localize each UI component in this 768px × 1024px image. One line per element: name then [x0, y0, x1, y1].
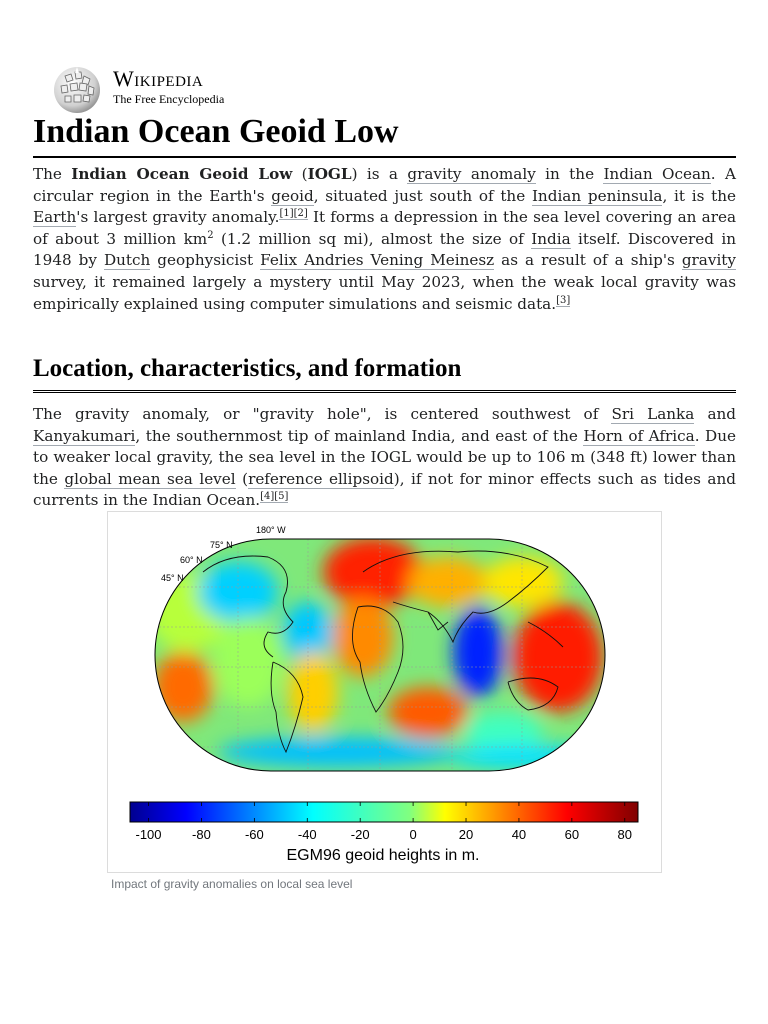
- colorbar-tick-label: -40: [297, 827, 317, 842]
- text: . A circular region in the Earth's: [33, 165, 736, 205]
- link-indian-ocean[interactable]: Indian Ocean: [603, 165, 711, 183]
- text: The gravity anomaly, or "gravity hole", is centered southwest of: [33, 405, 612, 423]
- citation-link[interactable]: [2]: [293, 208, 308, 220]
- colorbar-title: EGM96 geoid heights in m.: [286, 847, 480, 864]
- site-logo[interactable]: [51, 62, 351, 114]
- intro-paragraph: [33, 164, 736, 315]
- text: (: [235, 469, 249, 488]
- link-india[interactable]: India: [531, 229, 571, 248]
- text: and: [694, 405, 737, 423]
- citation-link[interactable]: [3]: [556, 294, 571, 306]
- section-paragraph: [33, 404, 736, 512]
- text: as a result of a ship's: [494, 251, 682, 270]
- colorbar-tick-label: -60: [244, 827, 264, 842]
- citation[interactable]: [260, 491, 288, 503]
- colorbar-tick-label: -80: [192, 827, 211, 842]
- text: geophysicist: [150, 251, 261, 270]
- bold-term: IOGL: [307, 165, 352, 183]
- tagline: The Free Encyclopedia: [113, 92, 225, 106]
- text: in the: [535, 165, 604, 183]
- link-kanyakumari[interactable]: Kanyakumari: [33, 426, 136, 445]
- text: , it is the: [662, 186, 736, 205]
- superscript: 2: [207, 229, 214, 241]
- colorbar-tick-label: 40: [511, 827, 527, 842]
- text: 's largest gravity anomaly.: [76, 208, 280, 227]
- text: , situated just south of the: [313, 186, 532, 205]
- link-global-mean-sea-level[interactable]: global mean sea level: [64, 469, 236, 488]
- map-label-75n: 75° N: [210, 540, 233, 550]
- figure-caption: Impact of gravity anomalies on local sea level: [111, 877, 353, 891]
- colorbar-tick-label: 80: [617, 827, 633, 842]
- text: survey, it remained largely a mystery until May 2023, when the weak local gravity was empirically explained using computer simulations and seismic data.: [33, 272, 736, 313]
- colorbar: [130, 802, 638, 822]
- link-gravity[interactable]: gravity: [681, 251, 736, 270]
- link-dutch[interactable]: Dutch: [103, 251, 151, 270]
- section-heading: Location, characteristics, and formation: [33, 352, 736, 393]
- map-label-45n: 45° N: [161, 573, 184, 583]
- colorbar-tick-label: 60: [564, 827, 580, 842]
- geoid-heatmap: [148, 537, 608, 771]
- geoid-map-image: [108, 512, 661, 872]
- page-title: Indian Ocean Geoid Low: [33, 110, 736, 158]
- citation-link[interactable]: [1]: [279, 208, 294, 220]
- map-label-60n: 60° N: [180, 555, 203, 565]
- link-indian-peninsula[interactable]: Indian peninsula: [531, 186, 663, 205]
- bold-term: Indian Ocean Geoid Low: [71, 165, 293, 183]
- colorbar-tick-label: -100: [135, 827, 162, 842]
- text: (: [292, 165, 308, 183]
- colorbar-tick-label: 20: [458, 827, 474, 842]
- map-label-180w: 180° W: [256, 525, 286, 535]
- link-reference-ellipsoid[interactable]: reference ellipsoid: [248, 469, 394, 488]
- link-gravity-anomaly[interactable]: gravity anomaly: [407, 165, 536, 183]
- citation[interactable]: [279, 208, 307, 220]
- text: , the southernmost tip of mainland India, and east of the: [135, 426, 584, 445]
- citation-link[interactable]: [4]: [260, 491, 275, 503]
- colorbar-tick-label: 0: [409, 827, 417, 842]
- wikipedia-globe-icon: [51, 64, 103, 114]
- geoid-map-figure[interactable]: [107, 511, 662, 873]
- text: itself. Discovered in 1948 by: [33, 229, 736, 270]
- citation-link[interactable]: [5]: [274, 491, 289, 503]
- text: ) is a: [351, 165, 408, 183]
- text: (1.2 million sq mi), almost the size of: [213, 229, 532, 248]
- text: The: [33, 165, 72, 183]
- text: It forms a depression in the sea level covering an area of about 3 million km: [33, 208, 736, 248]
- text: ), if not for minor effects such as tides and currents in the Indian Ocean.: [33, 469, 736, 510]
- citation[interactable]: [556, 295, 570, 307]
- text: . Due to weaker local gravity, the sea level in the IOGL would be up to 106 m (348 ft) lower than the: [33, 426, 736, 488]
- colorbar-tick-label: -20: [350, 827, 370, 842]
- wordmark: Wikipedia: [113, 66, 204, 91]
- link-vening-meinesz[interactable]: Felix Andries Vening Meinesz: [260, 251, 495, 270]
- link-geoid[interactable]: geoid: [271, 186, 314, 205]
- link-sri-lanka[interactable]: Sri Lanka: [611, 405, 695, 423]
- link-earth[interactable]: Earth: [33, 208, 77, 227]
- link-horn-of-africa[interactable]: Horn of Africa: [583, 426, 695, 445]
